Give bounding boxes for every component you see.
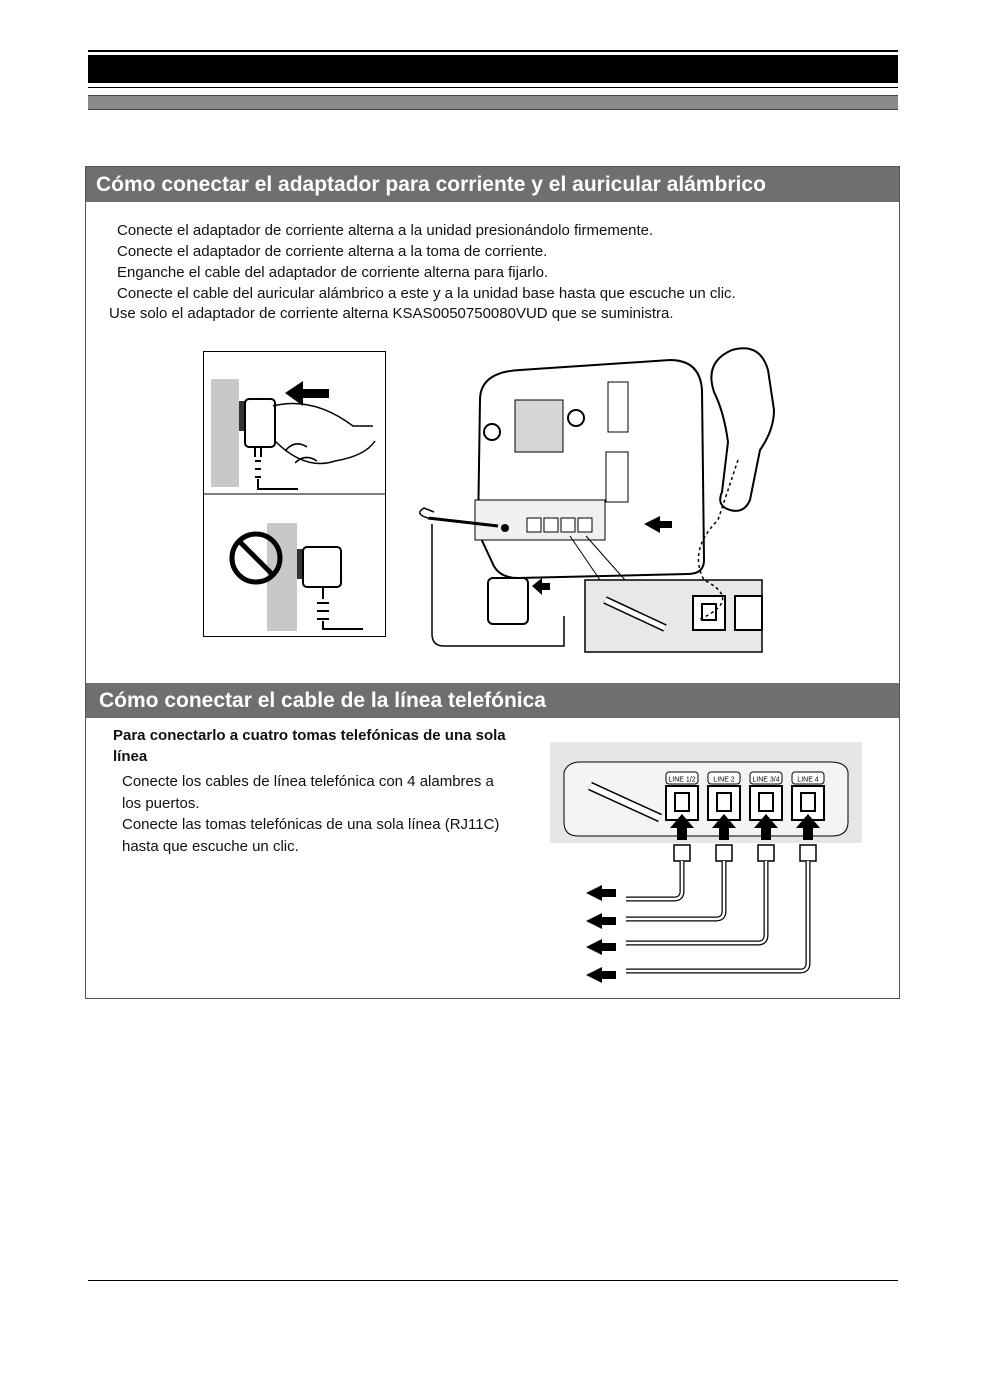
power-steps [117, 220, 736, 304]
adapter-note: Use solo el adaptador de corriente alterna KSAS0050750080VUD que se suministra. [109, 305, 674, 322]
line-ports-illustration [550, 742, 865, 984]
top-rule-thin [88, 87, 898, 88]
adapter-plug-illustration [203, 351, 387, 638]
four-jack-subheading: Para conectarlo a cuatro tomas telefónicas de una sola línea [113, 727, 506, 765]
section-title-power: Cómo conectar el adaptador para corriente y el auricular alámbrico [86, 167, 899, 202]
footer-rule [88, 1280, 898, 1281]
port-label-3: LINE 3/4 [752, 776, 780, 784]
phone-line-step-1: Conecte los cables de línea telefónica con 4 alambres a los puertos. [122, 773, 494, 812]
line-port-1 [666, 772, 698, 820]
power-step-3: Enganche el cable del adaptador de corriente alterna para fijarlo. [117, 264, 549, 281]
section-title-phone-line: Cómo conectar el cable de la línea telefónica [86, 683, 899, 718]
subheader-band [88, 95, 898, 110]
line-port-3 [750, 772, 782, 820]
power-step-4: Conecte el cable del auricular alámbrico a este y a la unidad base hasta que escuche un clic. [117, 285, 736, 302]
port-label-1: LINE 1/2 [668, 776, 696, 784]
top-rule [88, 50, 898, 52]
port-label-2: LINE 2 [713, 776, 735, 784]
line-port-2 [708, 772, 740, 820]
line-port-4 [792, 772, 824, 820]
header-band [88, 55, 898, 83]
power-step-2: Conecte el adaptador de corriente alterna a la toma de corriente. [117, 243, 548, 260]
port-label-4: LINE 4 [797, 776, 819, 784]
phone-line-step-2: Conecte las tomas telefónicas de una sola línea (RJ11C) hasta que escuche un clic. [122, 816, 500, 855]
base-unit-illustration [410, 340, 770, 655]
power-step-1: Conecte el adaptador de corriente alterna a la unidad presionándolo firmemente. [117, 222, 654, 239]
phone-line-steps [122, 771, 502, 857]
